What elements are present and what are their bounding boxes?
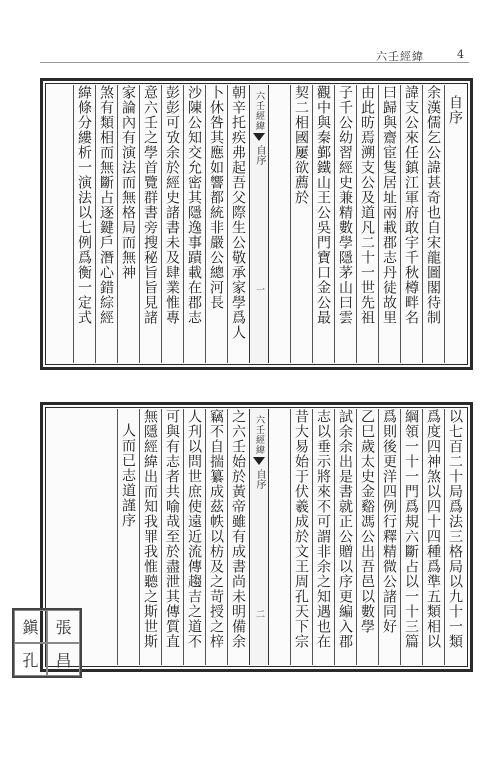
- text-column: 試余余出是書就正公贈以序更編入郡: [334, 409, 356, 665]
- fold-section-title: 自序: [254, 145, 265, 165]
- text-column: 觀中與秦鄞鐵山王公吳門寶口金公最: [312, 85, 334, 363]
- text-column: 諱支公來任鎮江軍府敢宇千秋樽畔名: [400, 85, 422, 363]
- text-column: 卜休咎其應如響都統非嚴公總河長: [205, 85, 227, 363]
- text-column: 無隱經緯出而知我罪我惟聽之斯世斯: [139, 409, 161, 665]
- fold-leaf-number: 一: [254, 285, 264, 294]
- text-column: 意六壬之學首覽群書旁搜秘旨旨見諸: [139, 85, 161, 363]
- collector-seal-stamp: [12, 608, 82, 678]
- fold-book-title: 六壬經緯: [254, 91, 264, 131]
- top-woodblock-spread: [40, 78, 473, 370]
- seal-character: 鎭: [14, 610, 47, 643]
- text-column: 爲度四神煞以四十四種爲準五類相以: [422, 409, 444, 665]
- text-column: 家論內有演法而無格局而無神: [117, 85, 139, 363]
- header-rule: [40, 62, 469, 63]
- text-column: 彭彭可攷余於經史諸書未及肆業惟專: [161, 85, 183, 363]
- block-center-fold: [249, 409, 269, 665]
- signature-column: 人而已志道謹序: [117, 409, 139, 665]
- seal-character: 孔: [14, 643, 47, 676]
- running-header: [0, 48, 494, 68]
- text-column: 竊不自揣纂成茲帙以枋及之苛授之梓: [205, 409, 227, 665]
- fold-leaf-number: 二: [254, 609, 264, 618]
- preface-heading: 自序: [444, 85, 466, 363]
- text-column: 曰歸與齋宦隻居址兩載郡志丹徒故里: [378, 85, 400, 363]
- fold-book-title: 六壬經緯: [254, 415, 264, 455]
- bottom-right-half-page: [264, 409, 466, 665]
- bottom-woodblock-spread: [40, 402, 473, 672]
- text-column: 以七百二十局爲法三格局以九十一類: [444, 409, 466, 665]
- seal-character: 昌: [47, 643, 80, 676]
- text-column: 之六壬始於黃帝雖有成書尚未明備余: [227, 409, 249, 665]
- text-column: 昔大易始于伏羲成於文王周孔天下宗: [290, 409, 312, 665]
- text-column: 沙陳公知交允密其隱逸事蹟載在郡志: [183, 85, 205, 363]
- text-column: 朝辛托疾弗起吾父際生公敬承家學爲人: [227, 85, 249, 363]
- text-column: 緯條分縷析一演法以七例爲衡一定式: [73, 85, 95, 363]
- text-column: 契二相國屢欲薦於: [290, 85, 312, 363]
- text-column: 余漢儒乞公諱甚奇也自宋龍圖閣待制: [422, 85, 444, 363]
- text-column: 爲則後更洋四例行釋精微公諸同好: [378, 409, 400, 665]
- text-column: 綱領一十一門爲規六斷占以一十三篇: [400, 409, 422, 665]
- text-column: 由此昉焉溯支公及道凡二十一世先祖: [356, 85, 378, 363]
- text-column: 煞有類相而無斷占逐鍵戶潛心錯綜經: [95, 85, 117, 363]
- text-column: 人刋以問世庶使遠近流傳趨吉之道不: [183, 409, 205, 665]
- fishtail-mark-icon: [253, 457, 265, 465]
- page-number: 4: [457, 48, 464, 61]
- text-column: 志以垂示將來不可謂非余之知遇也在: [312, 409, 334, 665]
- seal-character: 張: [47, 610, 80, 643]
- top-left-half-page: [47, 85, 249, 363]
- text-column: 可與有志者共喻哉至於盡泄其傳質直: [161, 409, 183, 665]
- running-title: 六壬經緯: [376, 50, 424, 63]
- fold-section-title: 自序: [254, 469, 265, 489]
- fishtail-mark-icon: [253, 133, 265, 141]
- top-right-half-page: [264, 85, 466, 363]
- text-column: 子千公幼習經史兼精數學隱茅山曰雲: [334, 85, 356, 363]
- text-column: 乙巳歲太史金谿馮公出吾邑以數學: [356, 409, 378, 665]
- block-center-fold: [249, 85, 269, 363]
